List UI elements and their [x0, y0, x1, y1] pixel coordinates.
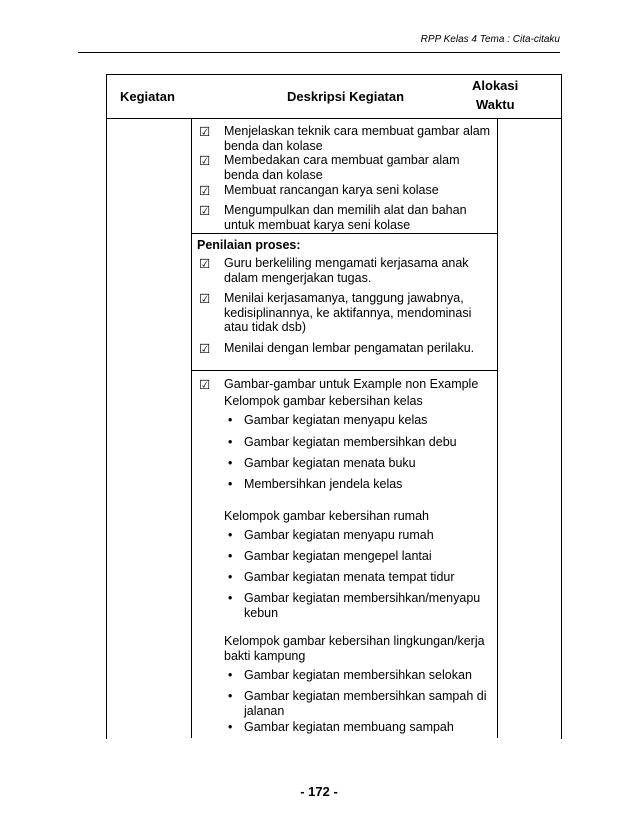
bullet-icon: •	[228, 477, 233, 491]
checked-box-icon: ☑	[199, 342, 211, 356]
bullet-icon: •	[228, 668, 233, 682]
row-divider-2	[191, 370, 497, 371]
list-item: Membersihkan jendela kelas	[244, 477, 403, 491]
assessment-title: Penilaian proses:	[197, 238, 301, 252]
checked-box-icon: ☑	[199, 257, 211, 271]
header-rule	[78, 52, 560, 53]
checked-box-icon: ☑	[199, 125, 211, 139]
bullet-icon: •	[228, 720, 233, 734]
checked-box-icon: ☑	[199, 154, 211, 168]
checked-box-icon: ☑	[199, 204, 211, 218]
table-header-divider	[106, 118, 562, 119]
bullet-icon: •	[228, 435, 233, 449]
list-item: Gambar kegiatan mengepel lantai	[244, 549, 432, 563]
bullet-icon: •	[228, 689, 233, 703]
running-header: RPP Kelas 4 Tema : Cita-citaku	[420, 34, 560, 45]
block3-title: Gambar-gambar untuk Example non Example	[224, 377, 479, 391]
list-item: Gambar kegiatan membersihkan/menyapu kebun	[244, 591, 481, 620]
bullet-icon: •	[228, 570, 233, 584]
list-item: Membuat rancangan karya seni kolase	[224, 183, 439, 197]
bullet-icon: •	[228, 591, 233, 605]
column-divider-1	[191, 118, 192, 738]
column-header-kegiatan: Kegiatan	[120, 89, 175, 104]
checked-box-icon: ☑	[199, 378, 211, 392]
checked-box-icon: ☑	[199, 292, 211, 306]
column-header-waktu: Waktu	[476, 97, 515, 112]
list-item: Gambar kegiatan membersihkan sampah di jalanan	[244, 689, 487, 718]
checked-box-icon: ☑	[199, 184, 211, 198]
list-item: Gambar kegiatan menyapu kelas	[244, 413, 428, 427]
page-number: - 172 -	[300, 784, 338, 799]
list-item: Gambar kegiatan membuang sampah	[244, 720, 454, 734]
bullet-icon: •	[228, 413, 233, 427]
list-item: Mengumpulkan dan memilih alat dan bahan untuk membuat karya seni kolase	[224, 203, 467, 232]
column-divider-2	[497, 118, 498, 738]
row-divider-1	[191, 233, 497, 234]
list-item: Gambar kegiatan menata tempat tidur	[244, 570, 455, 584]
column-header-alokasi: Alokasi	[472, 78, 519, 93]
list-item: Gambar kegiatan membersihkan debu	[244, 435, 457, 449]
list-item: Gambar kegiatan menyapu rumah	[244, 528, 434, 542]
list-item: Gambar kegiatan membersihkan selokan	[244, 668, 472, 682]
list-item: Menilai kerjasamanya, tanggung jawabnya, kedisiplinannya, ke aktifannya, mendominasi atau tidak dsb)	[224, 291, 472, 334]
list-item: Gambar kegiatan menata buku	[244, 456, 416, 470]
bullet-icon: •	[228, 528, 233, 542]
bullet-icon: •	[228, 549, 233, 563]
list-item: Menilai dengan lembar pengamatan perilaku.	[224, 341, 475, 355]
bullet-icon: •	[228, 456, 233, 470]
list-item: Guru berkeliling mengamati kerjasama anak dalam mengerjakan tugas.	[224, 256, 469, 285]
group1-title: Kelompok gambar kebersihan kelas	[224, 394, 423, 408]
group3-title: Kelompok gambar kebersihan lingkungan/kerja bakti kampung	[224, 634, 485, 663]
column-header-deskripsi: Deskripsi Kegiatan	[287, 89, 405, 104]
list-item: Menjelaskan teknik cara membuat gambar alam benda dan kolase	[224, 124, 491, 153]
list-item: Membedakan cara membuat gambar alam benda dan kolase	[224, 153, 460, 182]
group2-title: Kelompok gambar kebersihan rumah	[224, 509, 429, 523]
